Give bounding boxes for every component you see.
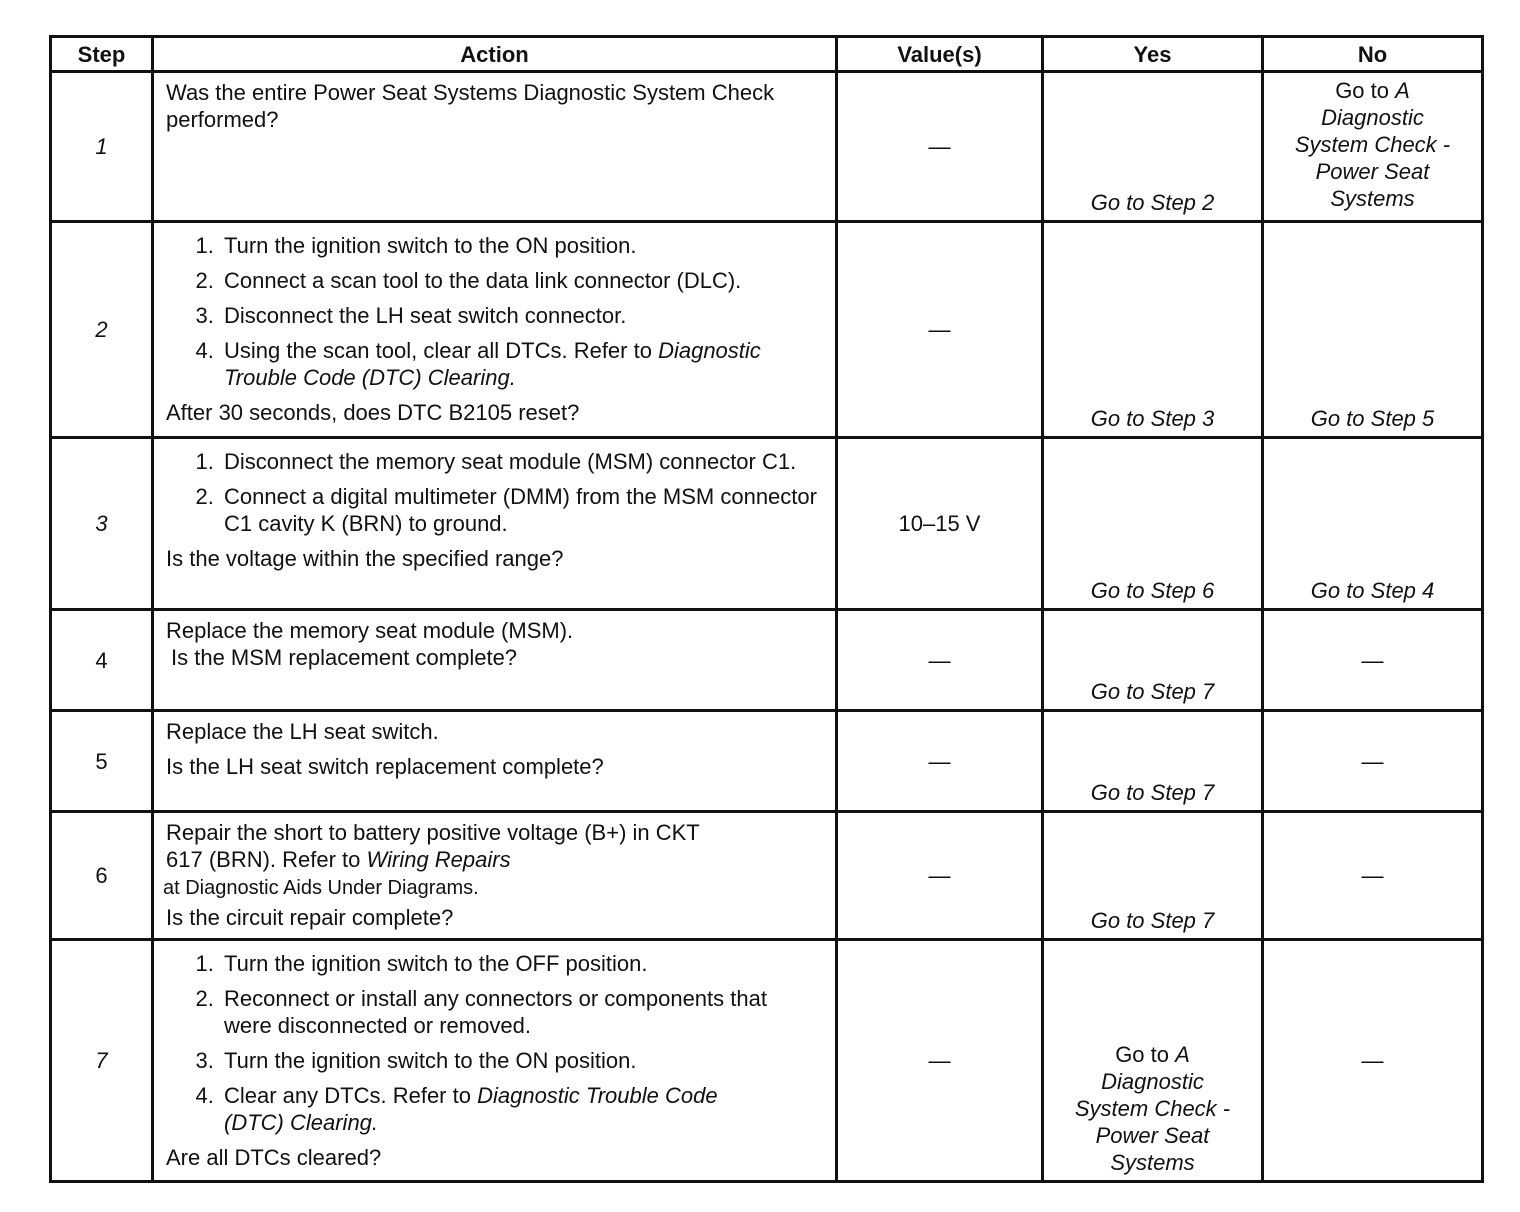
action-cell (153, 438, 837, 610)
value-cell (837, 940, 1043, 1182)
value-cell (837, 438, 1043, 610)
header-step: Step (51, 37, 153, 72)
no-cell (1263, 610, 1483, 711)
no-text: — (1361, 748, 1384, 774)
yes-cell (1043, 72, 1263, 222)
action-item (220, 337, 823, 391)
step-cell (51, 610, 153, 711)
no-prefix: Go to (1335, 78, 1389, 103)
value-text: — (928, 317, 951, 342)
no-text: — (1361, 1048, 1384, 1073)
action-question: Is the LH seat switch replacement complete? (166, 754, 604, 779)
step-number: 4 (95, 647, 108, 673)
action-item: 2. Connect a digital multimeter (DMM) from the MSM connector C1 cavity K (BRN) to ground. (220, 483, 823, 537)
yes-text: Go to Step 7 (1090, 780, 1215, 805)
action-text-main: Repair the short to battery positive voltage (B+) in CKT 617 (BRN). Refer to (166, 820, 700, 872)
no-text: — (1361, 863, 1384, 888)
step-number: 1 (95, 134, 108, 159)
table-row (51, 438, 1483, 610)
value-text: — (928, 863, 951, 888)
step-cell (51, 72, 153, 222)
action-item: 1. Turn the ignition switch to the ON position. (220, 232, 823, 259)
step-number: 3 (95, 511, 108, 536)
action-text-secondary: at Diagnostic Aids Under Diagrams. (163, 877, 479, 899)
yes-text: Go to Step 2 (1090, 190, 1215, 215)
yes-line: Diagnostic (1101, 1069, 1204, 1094)
action-item: 1. Turn the ignition switch to the OFF position. (220, 950, 823, 977)
action-item-reference: Diagnostic Trouble Code (DTC) Clearing. (224, 338, 761, 390)
table-row (51, 812, 1483, 940)
header-values: Value(s) (837, 37, 1043, 72)
no-text: Go to Step 5 (1310, 406, 1435, 431)
no-cell (1263, 222, 1483, 438)
action-item (220, 1082, 823, 1136)
value-text: 10–15 V (898, 511, 981, 536)
header-row (51, 37, 1483, 72)
no-cell (1263, 812, 1483, 940)
value-text: — (928, 134, 951, 159)
action-question: Are all DTCs cleared? (166, 1145, 382, 1170)
no-text: Go to Step 4 (1310, 578, 1435, 603)
yes-text: Go to Step 7 (1090, 908, 1215, 933)
yes-cell (1043, 610, 1263, 711)
step-number: 6 (95, 863, 108, 888)
action-item-reference: Diagnostic Trouble Code (DTC) Clearing. (224, 1083, 718, 1135)
step-cell (51, 940, 153, 1182)
yes-prefix: Go to (1115, 1042, 1169, 1067)
action-cell (153, 812, 837, 940)
action-reference: Wiring Repairs (366, 847, 511, 872)
action-question: After 30 seconds, does DTC B2105 reset? (166, 400, 580, 425)
header-yes: Yes (1043, 37, 1263, 72)
no-line: System Check - (1294, 132, 1451, 157)
no-cell (1263, 940, 1483, 1182)
yes-cell (1043, 438, 1263, 610)
action-item-text: Clear any DTCs. Refer to (224, 1083, 471, 1108)
action-cell (153, 222, 837, 438)
table-row (51, 72, 1483, 222)
table-row (51, 940, 1483, 1182)
action-item: 2. Connect a scan tool to the data link connector (DLC). (220, 267, 823, 294)
no-line: Power Seat (1315, 159, 1430, 184)
yes-text: Go to Step 3 (1090, 406, 1215, 431)
header-no: No (1263, 37, 1483, 72)
value-cell (837, 812, 1043, 940)
action-cell (153, 610, 837, 711)
yes-cell (1043, 812, 1263, 940)
value-cell (837, 72, 1043, 222)
yes-reference (1044, 1041, 1261, 1176)
action-item-text: Using the scan tool, clear all DTCs. Refer to (224, 338, 652, 363)
action-text (166, 819, 725, 873)
action-text: Replace the memory seat module (MSM). (166, 618, 574, 643)
table-row (51, 222, 1483, 438)
action-item: 1. Disconnect the memory seat module (MSM) connector C1. (220, 448, 823, 475)
table-row (51, 610, 1483, 711)
action-text: Replace the LH seat switch. (166, 719, 439, 744)
action-list (166, 232, 823, 391)
value-text: — (928, 647, 951, 673)
no-line: A (1395, 78, 1410, 103)
value-cell (837, 711, 1043, 812)
value-cell (837, 610, 1043, 711)
step-number: 7 (95, 1048, 108, 1073)
no-cell (1263, 438, 1483, 610)
action-question: Is the MSM replacement complete? (171, 645, 518, 670)
step-cell (51, 812, 153, 940)
action-item: 2. Reconnect or install any connectors or components that were disconnected or removed. (220, 985, 823, 1039)
value-text: — (928, 748, 951, 774)
no-text: — (1361, 647, 1384, 673)
diagnostic-table (49, 35, 1484, 1183)
header-action: Action (153, 37, 837, 72)
step-number: 5 (95, 748, 108, 774)
table-row (51, 711, 1483, 812)
yes-line: System Check - (1074, 1096, 1231, 1121)
yes-cell (1043, 222, 1263, 438)
yes-text: Go to Step 7 (1090, 679, 1215, 704)
action-item: 3. Turn the ignition switch to the ON position. (220, 1047, 823, 1074)
value-cell (837, 222, 1043, 438)
yes-line: Power Seat (1095, 1123, 1210, 1148)
yes-line: A (1175, 1042, 1190, 1067)
action-text: Was the entire Power Seat Systems Diagnostic System Check performed? (166, 80, 775, 132)
value-text: — (928, 1048, 951, 1073)
step-number: 2 (95, 317, 108, 342)
no-line: Systems (1330, 186, 1415, 211)
step-cell (51, 438, 153, 610)
action-cell (153, 940, 837, 1182)
action-list (166, 950, 823, 1136)
no-line: Diagnostic (1321, 105, 1424, 130)
yes-line: Systems (1110, 1150, 1195, 1175)
action-list (166, 448, 823, 537)
no-reference (1264, 77, 1481, 212)
action-cell (153, 711, 837, 812)
action-question: Is the voltage within the specified range? (166, 546, 564, 571)
yes-cell (1043, 940, 1263, 1182)
action-cell (153, 72, 837, 222)
action-question: Is the circuit repair complete? (166, 905, 454, 930)
yes-cell (1043, 711, 1263, 812)
action-item: 3. Disconnect the LH seat switch connector. (220, 302, 823, 329)
yes-text: Go to Step 6 (1090, 578, 1215, 603)
step-cell (51, 222, 153, 438)
no-cell (1263, 711, 1483, 812)
step-cell (51, 711, 153, 812)
no-cell (1263, 72, 1483, 222)
